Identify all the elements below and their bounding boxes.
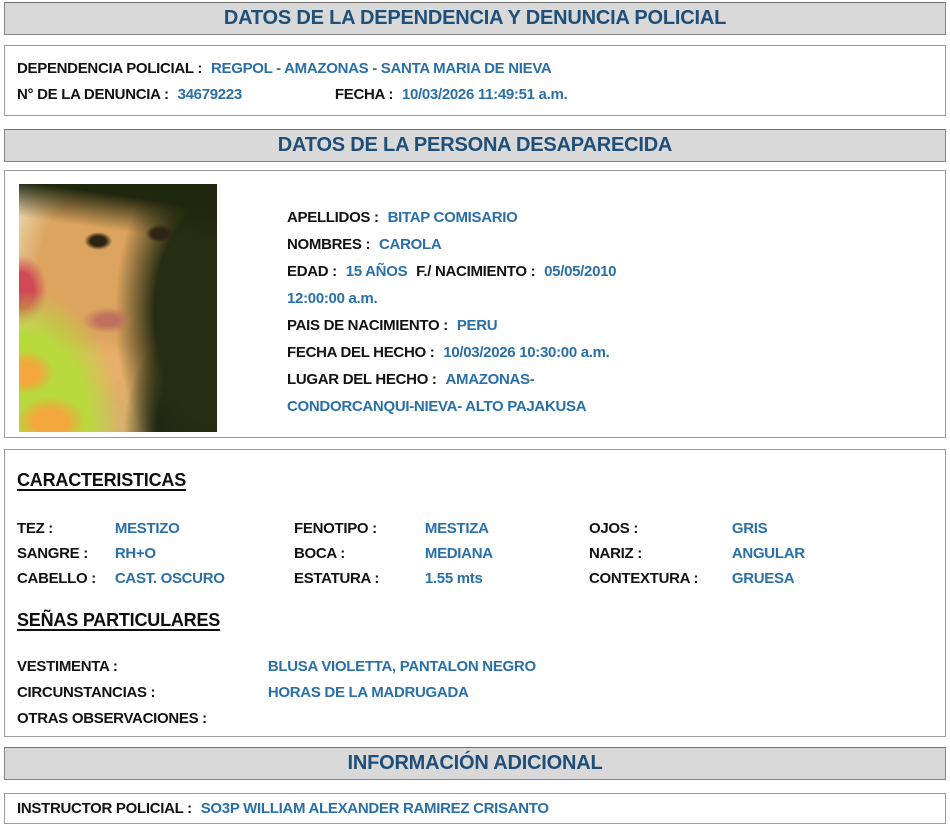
tez-value: MESTIZO [114, 520, 180, 537]
numero-denuncia-label: N° DE LA DENUNCIA : [17, 86, 169, 103]
senas-heading: SEÑAS PARTICULARES [17, 610, 221, 630]
boca-field [294, 541, 589, 566]
pais-value: PERU [456, 317, 498, 334]
ojos-value: GRIS [731, 520, 768, 537]
fecha-hecho-field [287, 339, 665, 366]
nacimiento-value: 05/05/2010 12:00:00 a.m. [287, 263, 617, 307]
nombres-value: CAROLA [379, 236, 442, 253]
estatura-label: ESTATURA : [294, 570, 380, 587]
dependencia-policial-value: REGPOL - AMAZONAS - SANTA MARIA DE NIEVA [210, 60, 552, 77]
cabello-field [17, 566, 294, 591]
nariz-value: ANGULAR [731, 545, 805, 562]
edad-nacimiento-field [287, 258, 665, 312]
person-photo [19, 184, 217, 432]
nariz-field [589, 541, 933, 566]
dependencia-policial-field [17, 56, 933, 82]
denuncia-fecha-row [17, 82, 933, 108]
dependencia-section-title: DATOS DE LA DEPENDENCIA Y DENUNCIA POLICIAL [223, 7, 727, 29]
fecha-denuncia-label: FECHA : [334, 86, 394, 103]
instructor-policial-value: SO3P WILLIAM ALEXANDER RAMIREZ CRISANTO [200, 800, 549, 817]
otras-observaciones-label: OTRAS OBSERVACIONES : [17, 710, 207, 727]
instructor-box [4, 793, 946, 824]
caracteristicas-heading: CARACTERISTICAS [17, 470, 187, 490]
cabello-label: CABELLO : [17, 570, 96, 587]
sangre-field [17, 541, 294, 566]
fecha-denuncia-field [335, 86, 573, 103]
circunstancias-field [17, 680, 933, 706]
fenotipo-value: MESTIZA [424, 520, 489, 537]
persona-section-title: DATOS DE LA PERSONA DESAPARECIDA [277, 134, 673, 156]
apellidos-value: BITAP COMISARIO [387, 209, 518, 226]
edad-value: 15 AÑOS [345, 263, 408, 280]
boca-label: BOCA : [294, 545, 345, 562]
vestimenta-label: VESTIMENTA : [17, 658, 118, 675]
circunstancias-label: CIRCUNSTANCIAS : [17, 684, 156, 701]
fenotipo-label: FENOTIPO : [294, 520, 377, 537]
cabello-value: CAST. OSCURO [114, 570, 225, 587]
numero-denuncia-field [17, 82, 331, 108]
persona-box [4, 170, 946, 438]
dependencia-section-header [4, 2, 946, 35]
adicional-section-header [4, 747, 946, 780]
otras-observaciones-field [17, 706, 933, 732]
lugar-hecho-field [287, 366, 665, 420]
sangre-label: SANGRE : [17, 545, 88, 562]
fecha-hecho-label: FECHA DEL HECHO : [287, 344, 435, 361]
caracteristicas-box [4, 449, 946, 737]
circunstancias-value: HORAS DE LA MADRUGADA [267, 684, 469, 701]
sangre-value: RH+O [114, 545, 156, 562]
boca-value: MEDIANA [424, 545, 493, 562]
fenotipo-field [294, 516, 589, 541]
contextura-field [589, 566, 933, 591]
nacimiento-label: F./ NACIMIENTO : [416, 263, 536, 280]
contextura-value: GRUESA [731, 570, 795, 587]
vestimenta-value: BLUSA VIOLETTA, PANTALON NEGRO [267, 658, 536, 675]
fecha-denuncia-value: 10/03/2026 11:49:51 a.m. [401, 86, 568, 103]
nombres-field [287, 231, 665, 258]
ojos-field [589, 516, 933, 541]
lugar-hecho-value: AMAZONAS- CONDORCANQUI-NIEVA- ALTO PAJAKUSA [287, 371, 587, 415]
contextura-label: CONTEXTURA : [589, 570, 699, 587]
lugar-hecho-label: LUGAR DEL HECHO : [287, 371, 437, 388]
ojos-label: OJOS : [589, 520, 639, 537]
persona-details [287, 204, 665, 420]
numero-denuncia-value: 34679223 [177, 86, 242, 103]
pais-nacimiento-field [287, 312, 665, 339]
persona-section-header [4, 129, 946, 162]
caracteristicas-grid [17, 516, 933, 591]
nombres-label: NOMBRES : [287, 236, 371, 253]
tez-label: TEZ : [17, 520, 53, 537]
dependencia-box [4, 45, 946, 116]
edad-label: EDAD : [287, 263, 337, 280]
nariz-label: NARIZ : [589, 545, 642, 562]
apellidos-field [287, 204, 665, 231]
estatura-value: 1.55 mts [424, 570, 483, 587]
tez-field [17, 516, 294, 541]
vestimenta-field [17, 654, 933, 680]
adicional-section-title: INFORMACIÓN ADICIONAL [347, 752, 603, 774]
pais-label: PAIS DE NACIMIENTO : [287, 317, 448, 334]
apellidos-label: APELLIDOS : [287, 209, 379, 226]
senas-rows [17, 654, 933, 732]
instructor-policial-label: INSTRUCTOR POLICIAL : [17, 800, 192, 817]
dependencia-policial-label: DEPENDENCIA POLICIAL : [17, 60, 203, 77]
fecha-hecho-value: 10/03/2026 10:30:00 a.m. [443, 344, 610, 361]
estatura-field [294, 566, 589, 591]
